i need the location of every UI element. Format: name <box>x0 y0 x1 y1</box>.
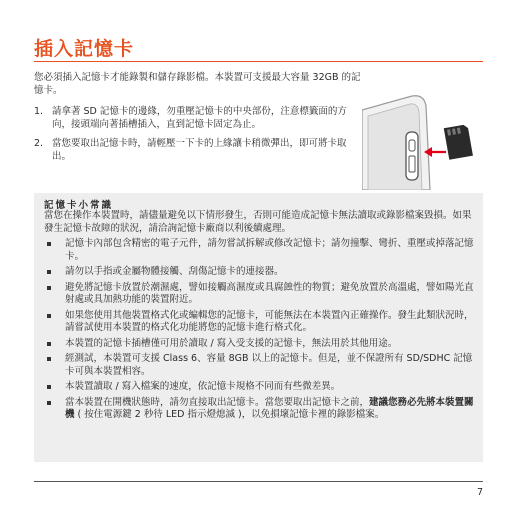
list-item-text-lead: 當本裝置在開機狀態時，請勿直接取出記憶卡。當您要取出記憶卡之前， <box>65 396 370 408</box>
list-item <box>44 381 474 394</box>
step-item <box>34 105 364 131</box>
tips-list <box>44 238 474 425</box>
list-item-text: 避免將記憶卡放置於潮濕處，譬如接觸高濕度或具腐蝕性的物質；避免放置於高溫處，譬如陽光直射處或具加熱功能的裝置附近。 <box>65 281 474 305</box>
title-underline <box>34 61 483 62</box>
list-item <box>44 353 474 378</box>
list-item <box>44 310 474 335</box>
tips-title: 記憶卡小常識 <box>44 200 114 211</box>
list-item-text: 請勿以手指或金屬物體接觸、刮傷記憶卡的連接器。 <box>65 266 284 277</box>
bullet-square-icon <box>47 342 51 346</box>
bullet-square-icon <box>47 286 51 290</box>
bullet-square-icon <box>47 242 51 246</box>
sd-card-icon <box>444 124 473 160</box>
bullet-square-icon <box>47 357 51 361</box>
bullet-square-icon <box>47 314 51 318</box>
step-number: 1. <box>34 106 44 117</box>
list-item-text: 記憶卡內部包含精密的電子元件，請勿嘗試拆解或修改記憶卡；請勿撞擊、彎折、重壓或掉落記憶卡。 <box>65 238 474 262</box>
list-item <box>44 266 474 279</box>
page-title: 插入記憶卡 <box>34 38 135 60</box>
step-text: 當您要取出記憶卡時，請輕壓一下卡的上緣讓卡稍微彈出，即可將卡取出。 <box>52 138 347 162</box>
steps-list <box>34 105 364 169</box>
tips-intro: 當您在操作本裝置時，請儘量避免以下情形發生，否則可能造成記憶卡無法讀取或錄影檔案毀損。如果發生記憶卡故障的狀況，請洽詢記憶卡廠商以利後續處理。 <box>44 210 472 234</box>
intro-text: 您必須插入記憶卡才能錄製和儲存錄影檔。本裝置可支援最大容量 32GB 的記憶卡。 <box>34 72 361 96</box>
page-number: 7 <box>476 487 483 498</box>
list-item-text: 本裝置讀取 / 寫入檔案的速度，依記憶卡規格不同而有些微差異。 <box>65 381 341 392</box>
list-item-text: 經測試，本裝置可支援 Class 6、容量 8GB 以上的記憶卡。但是，並不保證所有 SD/SDHC 記憶卡可與本裝置相容。 <box>65 353 473 377</box>
bullet-square-icon <box>47 385 51 389</box>
list-item <box>44 397 474 422</box>
list-item-text-emphasis: 建議您務必先將本裝置關機 <box>65 396 474 420</box>
device-card-slot-illustration <box>362 92 484 190</box>
step-text: 請拿著 SD 記憶卡的邊緣，勿重壓記憶卡的中央部份，注意標籤面的方向，接頭端向著插槽插入，直到記憶卡固定為止。 <box>52 106 347 130</box>
list-item <box>44 282 474 307</box>
list-item <box>44 238 474 263</box>
bullet-square-icon <box>47 401 51 405</box>
step-number: 2. <box>34 138 44 149</box>
list-item-text: 本裝置的記憶卡插槽僅可用於讀取 / 寫入受支援的記憶卡，無法用於其他用途。 <box>65 337 398 349</box>
list-item-text-tail: ( 按住電源鍵 2 秒待 LED 指示燈熄滅 )，以免損壞記憶卡裡的錄影檔案。 <box>74 409 385 420</box>
list-item <box>44 338 474 351</box>
step-item <box>34 137 364 163</box>
footer-divider <box>34 481 483 482</box>
bullet-square-icon <box>47 270 51 274</box>
list-item-text: 如果您使用其他裝置格式化或編輯您的記憶卡，可能無法在本裝置內正確操作。發生此類狀況時，請嘗試使用本裝置的格式化功能將您的記憶卡進行格式化。 <box>65 309 474 333</box>
